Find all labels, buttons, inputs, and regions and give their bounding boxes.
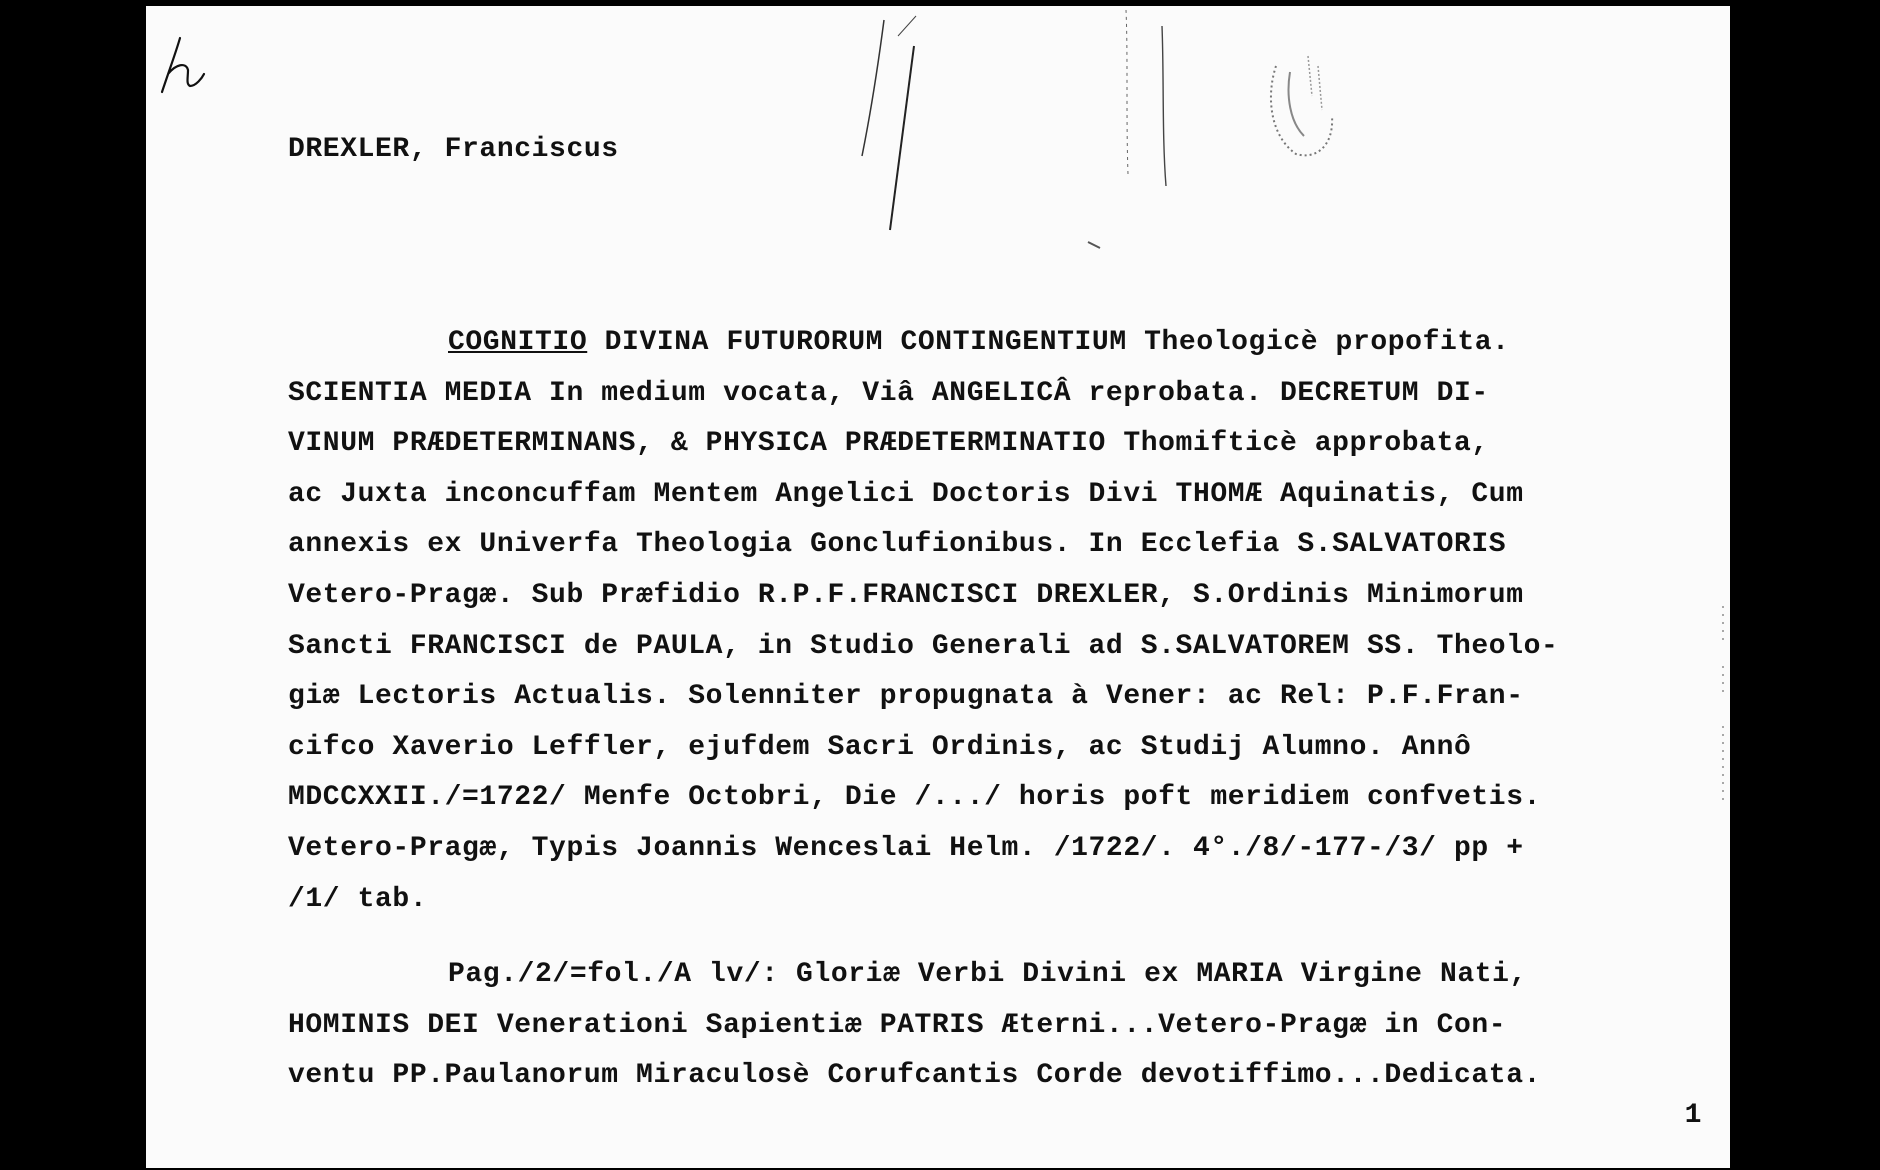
card-header-author: DREXLER, Franciscus	[288, 134, 619, 165]
citation-line: COGNITIO DIVINA FUTURORUM CONTINGENTIUM Theologicè propofita.	[448, 327, 1510, 358]
citation-line: Vetero-Pragæ, Typis Joannis Wenceslai Helm. /1722/. 4°./8/-177-/3/ pp +	[288, 832, 1524, 864]
citation-paragraph	[288, 318, 1708, 925]
citation-line: VINUM PRÆDETERMINANS, & PHYSICA PRÆDETERMINATIO Thomifticè approbata,	[288, 428, 1489, 460]
dedication-line: HOMINIS DEI Venerationi Sapientiæ PATRIS Æterni...Vetero-Pragæ in Con-	[288, 1009, 1507, 1041]
dedication-paragraph	[288, 950, 1708, 1102]
citation-line: giæ Lectoris Actualis. Solenniter propugnata à Vener: ac Rel: P.F.Fran-	[288, 681, 1524, 713]
page-number: 1	[1684, 1100, 1702, 1131]
citation-line: ac Juxta inconcuffam Mentem Angelici Doctoris Divi THOMÆ Aquinatis, Cum	[288, 478, 1524, 510]
citation-line: /1/ tab.	[288, 883, 428, 915]
dedication-line: Pag./2/=fol./A lv/: Gloriæ Verbi Divini ex MARIA Virgine Nati,	[448, 959, 1527, 990]
citation-line: cifco Xaverio Leffler, ejufdem Sacri Ordinis, ac Studij Alumno. Annô	[288, 731, 1472, 763]
underlined-title-word: COGNITIO	[448, 327, 588, 358]
faded-library-stamp	[1256, 36, 1346, 166]
catalog-card	[146, 6, 1730, 1168]
edge-scan-marks	[1718, 606, 1728, 806]
citation-line: Sancti FRANCISCI de PAULA, in Studio Generali ad S.SALVATOREM SS. Theolo-	[288, 630, 1559, 662]
citation-line: annexis ex Univerfa Theologia Gonclufionibus. In Ecclefia S.SALVATORIS	[288, 529, 1507, 561]
handwritten-initial-mark	[158, 34, 208, 94]
pencil-marks	[766, 6, 1326, 266]
citation-line: SCIENTIA MEDIA In medium vocata, Viâ ANGELICÂ reprobata. DECRETUM DI-	[288, 377, 1489, 409]
citation-line: MDCCXXII./=1722/ Menfe Octobri, Die /.../ horis poft meridiem confvetis.	[288, 782, 1541, 814]
citation-line: Vetero-Pragæ. Sub Præfidio R.P.F.FRANCISCI DREXLER, S.Ordinis Minimorum	[288, 579, 1524, 611]
dedication-line: ventu PP.Paulanorum Miraculosè Corufcantis Corde devotiffimo...Dedicata.	[288, 1060, 1541, 1092]
